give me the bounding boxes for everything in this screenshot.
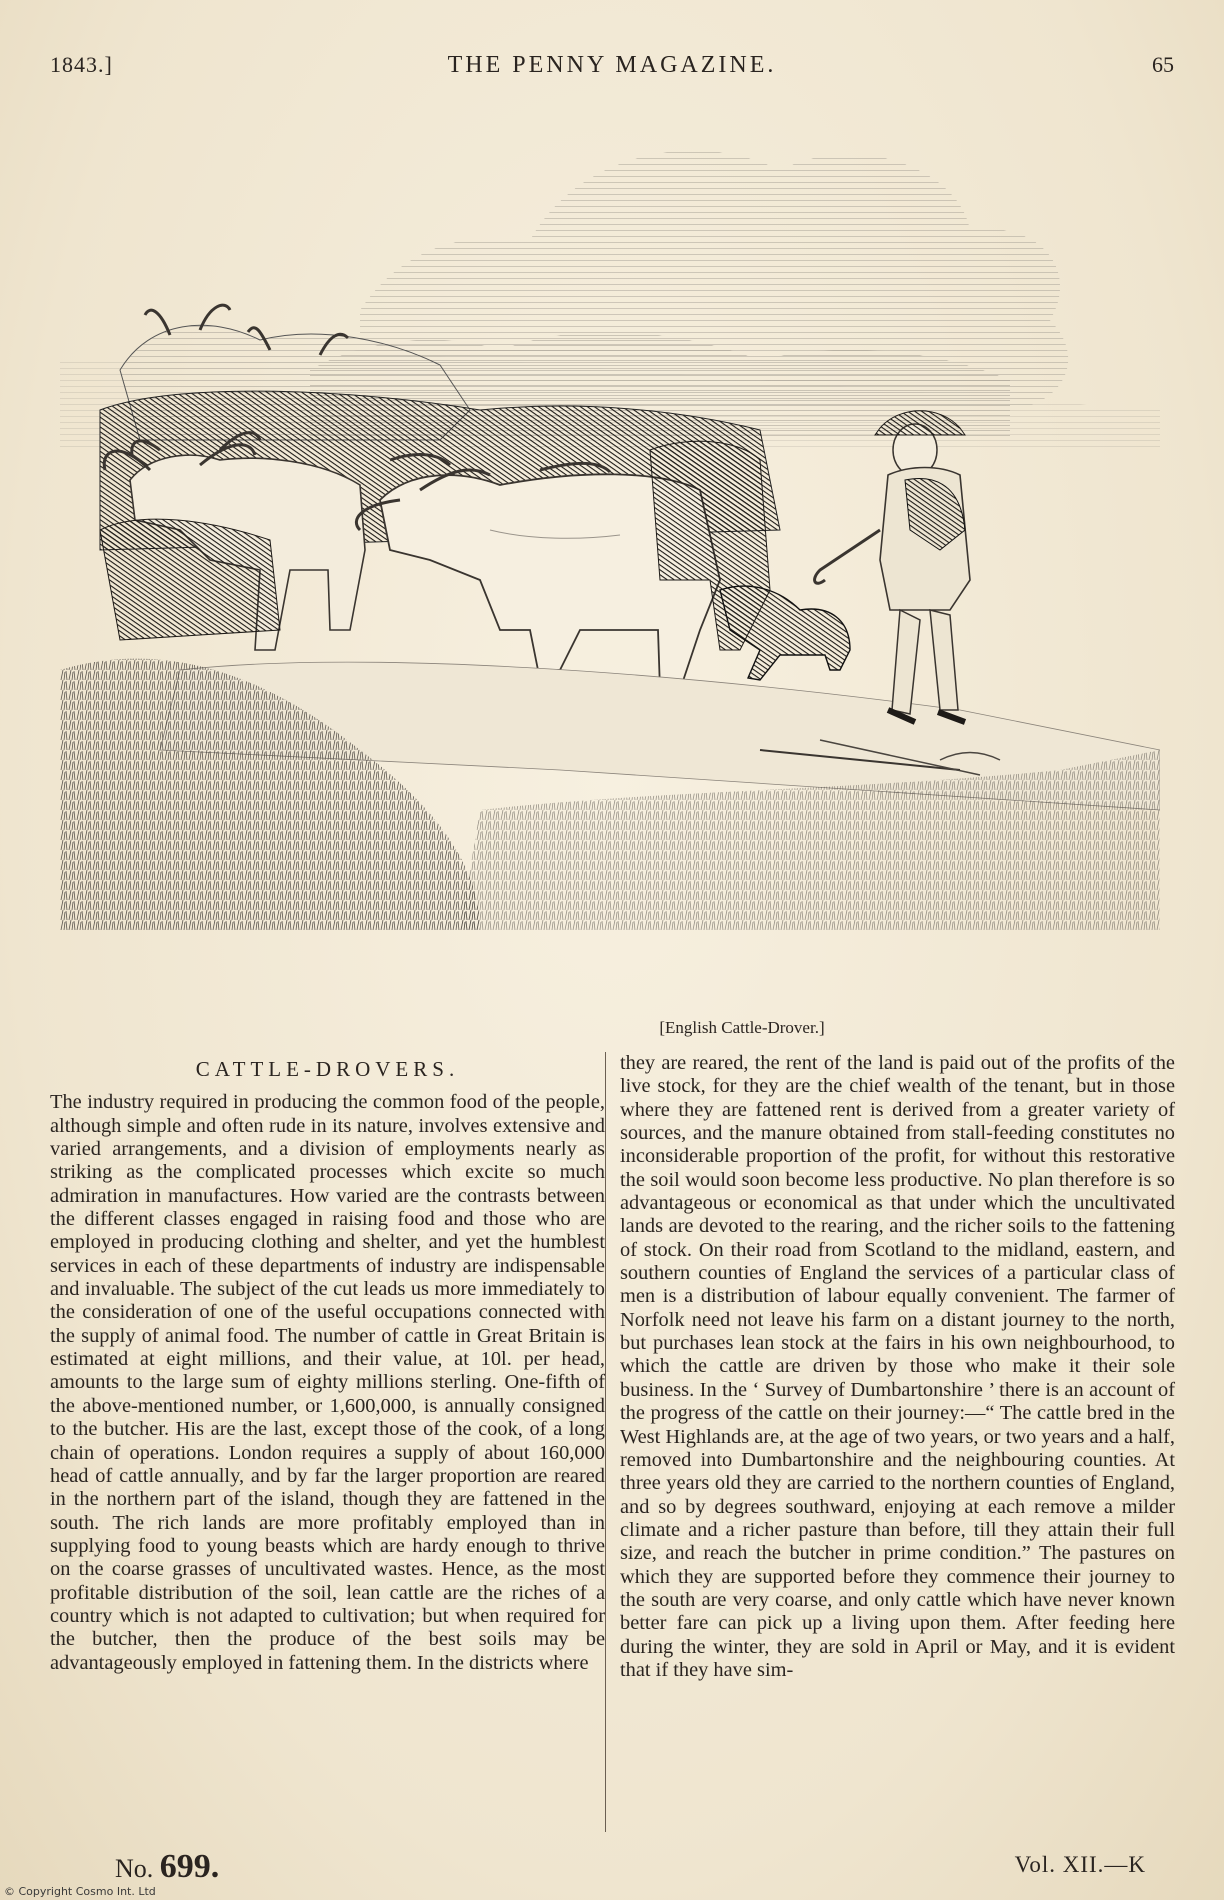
page-header <box>50 52 1174 88</box>
volume-label: Vol. XII.—K <box>1014 1852 1146 1877</box>
article-right-text: they are reared, the rent of the land is paid out of the profits of the live stock, for they are the chief wealth of the tenant, but in those where they are fattened rent is derived from a greater variety of sources, and the manure obtained from stall-feeding constitutes no inconsiderable proportion of the profit, for without this restorative the soil would soon become less productive. No plan therefore is so advantageous or economical as that under which the uncultivated lands are devoted to the rearing, and the richer soils to the fattening of stock. On their road from Scotland to the midland, eastern, and southern counties of England the services of a particular class of men is a distribution of labour equally convenient. The farmer of Norfolk need not leave his farm on a distant journey to the north, but purchases lean stock at the fairs in his own neighbourhood, to which the cattle are driven by those who make it their sole business. In the ‘ Survey of Dumbartonshire ’ there is an account of the progress of the cattle on their journey:—“ The cattle bred in the West Highlands are, at the age of two years, or two years and a half, removed into Dumbartonshire and the neighbouring counties. At three years old they are carried to the northern counties of England, and so by degrees southward, enjoying at each remove a milder climate and a richer pasture than before, till they attain their full size, and reach the butcher in prime condition.” The pastures on which they are supported before they commence their journey to the south are very coarse, and only cattle which have never known better fare can pick up a living upon them. After feeding here during the winter, they are sold in April or May, and it is evident that if they have sim- <box>620 1052 1175 1681</box>
issue-number <box>115 1848 219 1886</box>
engraving-cattle-drover-icon <box>60 110 1160 1010</box>
header-title: THE PENNY MAGAZINE. <box>447 52 777 78</box>
copyright-notice: © Copyright Cosmo Int. Ltd <box>4 1885 156 1898</box>
article-right-column <box>620 1052 1175 1682</box>
issue-number-value: 699. <box>159 1848 220 1885</box>
header-year: 1843.] <box>50 52 113 77</box>
column-divider <box>605 1052 606 1832</box>
issue-number-label: No. <box>115 1854 154 1883</box>
article-left-text: The industry required in producing the common food of the people, although simple and often rude in its nature, involves extensive and varied arrangements, and a division of employments nearly as striking as the complicated processes which excite so much admiration in manufactures. How varied are the contrasts between the different classes engaged in raising food and those who are employed in producing clothing and shelter, and yet the humblest services in each of these departments of industry are indispensable and invaluable. The subject of the cut leads us more immediately to the consideration of one of the useful occupations connected with the supply of animal food. The number of cattle in Great Britain is estimated at eight millions, and their value, at 10l. per head, amounts to the large sum of eighty millions sterling. One-fifth of the above-mentioned number, or 1,600,000, is annually consigned to the butcher. His are the last, except those of the cook, of a long chain of operations. London requires a supply of about 160,000 head of cattle annually, and by far the larger proportion are reared in the northern part of the island, though they are fattened in the south. The rich lands are more profitably employed than in supplying food to young beasts which are hardy enough to thrive on the coarse grasses of uncultivated wastes. Hence, as the most profitable distribution of the soil, lean cattle are the riches of a country which is not adapted to cultivation; but when required for the butcher, then the produce of the best soils may be advantageously employed in fattening them. In the districts where <box>50 1091 605 1674</box>
illustration-caption: [English Cattle-Drover.] <box>659 1018 825 1037</box>
article-title: CATTLE-DROVERS. <box>195 1057 460 1081</box>
article-left-column <box>50 1050 605 1675</box>
header-page-number: 65 <box>1152 52 1174 77</box>
